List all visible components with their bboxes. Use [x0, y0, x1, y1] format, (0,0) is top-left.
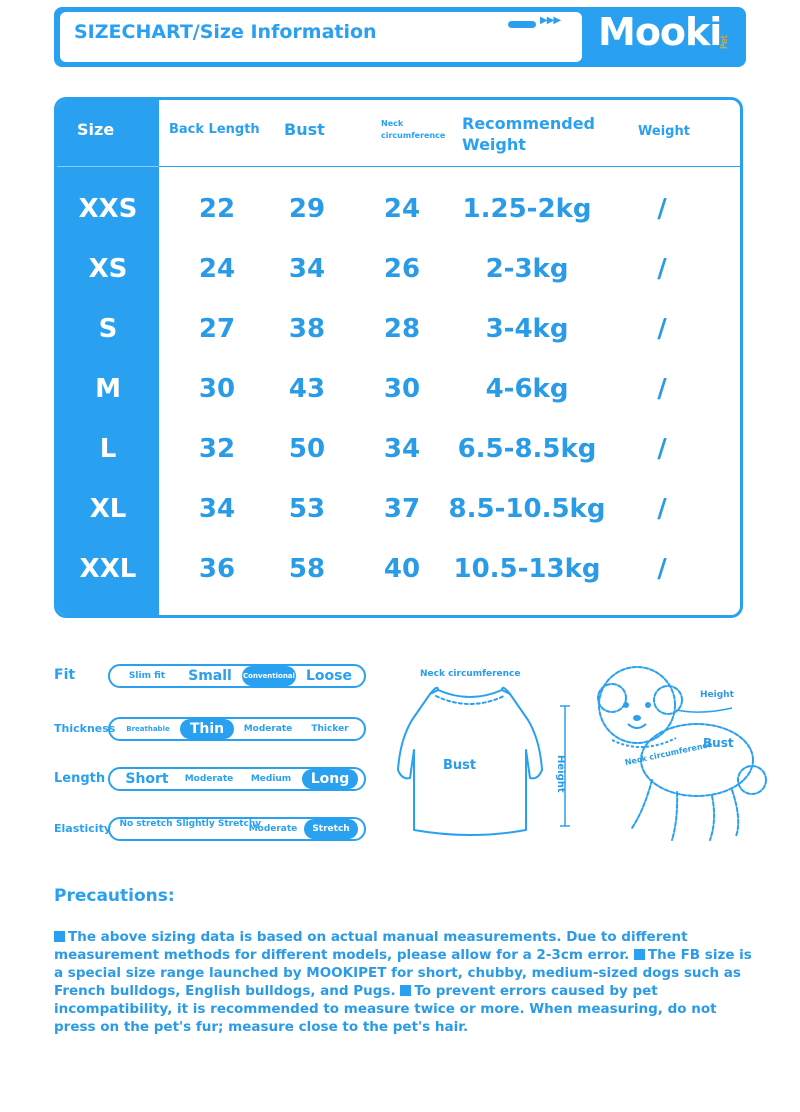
back-cell: 32 — [198, 434, 236, 464]
rec-cell: 2-3kg — [485, 254, 569, 284]
size-cell: XL — [89, 494, 127, 524]
weight-cell: / — [657, 434, 667, 464]
bust-cell: 53 — [288, 494, 326, 524]
precaution-item: To prevent errors caused by pet incompatibility, it is recommended to measure twice or more. When measuring, do not press on the pet's fur; measure close to the pet's hair. — [54, 983, 717, 1035]
header-size: Size — [77, 120, 115, 139]
fit-scale — [108, 664, 366, 688]
neck-cell: 30 — [383, 374, 421, 404]
size-cell: M — [95, 374, 121, 404]
thickness-option-thin: Thin — [180, 719, 234, 739]
elasticity-option-no-stretch: No stretch — [119, 819, 173, 829]
header-weight: Weight — [638, 124, 690, 139]
rec-cell: 4-6kg — [485, 374, 569, 404]
header-recommended-weight: Recommended Weight — [462, 114, 595, 154]
header-bust: Bust — [284, 120, 325, 139]
neck-circumference-label: Neck circumference — [420, 669, 521, 679]
back-cell: 22 — [198, 194, 236, 224]
dog-height-label: Height — [700, 690, 734, 700]
size-column — [57, 100, 159, 618]
rec-cell: 3-4kg — [485, 314, 569, 344]
thickness-option-breathable: Breathable — [126, 725, 170, 733]
weight-cell: / — [657, 314, 667, 344]
bust-cell: 38 — [288, 314, 326, 344]
thickness-option-moderate: Moderate — [243, 724, 293, 734]
weight-cell: / — [657, 194, 667, 224]
neck-cell: 40 — [383, 554, 421, 584]
rec-cell: 1.25-2kg — [462, 194, 592, 224]
neck-cell: 34 — [383, 434, 421, 464]
back-cell: 34 — [198, 494, 236, 524]
neck-cell: 26 — [383, 254, 421, 284]
neck-cell: 24 — [383, 194, 421, 224]
fit-option-slim: Slim fit — [128, 671, 166, 681]
brand-logo-sub: Pet — [720, 34, 731, 50]
bust-cell: 43 — [288, 374, 326, 404]
fit-label: Fit — [54, 667, 76, 683]
weight-cell: / — [657, 374, 667, 404]
elasticity-option-stretch: Stretch — [304, 819, 358, 839]
size-cell: XS — [88, 254, 128, 284]
neck-cell: 28 — [383, 314, 421, 344]
bullet-square-icon — [54, 931, 65, 942]
dog-neck-label: Neck circumference — [624, 739, 714, 768]
size-cell: S — [98, 314, 118, 344]
fit-option-conventional: Conventional — [242, 666, 296, 686]
length-option-long: Long — [302, 769, 358, 789]
precautions-title: Precautions: — [54, 886, 175, 906]
size-table — [54, 97, 743, 618]
size-cell: L — [99, 434, 117, 464]
weight-cell: / — [657, 254, 667, 284]
bullet-square-icon — [634, 949, 645, 960]
brand-logo: Mooki — [598, 10, 722, 54]
decorative-bar — [508, 21, 536, 28]
bullet-square-icon — [400, 985, 411, 996]
bust-label: Bust — [443, 758, 477, 773]
back-cell: 30 — [198, 374, 236, 404]
bust-cell: 29 — [288, 194, 326, 224]
length-label: Length — [54, 771, 106, 786]
size-cell: XXL — [79, 554, 137, 584]
divider — [57, 166, 159, 167]
length-option-short: Short — [125, 771, 169, 787]
arrows-icon: ▶▶▶ — [540, 15, 561, 26]
rec-cell: 6.5-8.5kg — [457, 434, 597, 464]
thickness-option-thicker: Thicker — [311, 724, 349, 734]
elasticity-option-moderate: Moderate — [248, 824, 298, 834]
size-cell: XXS — [78, 194, 138, 224]
fit-option-loose: Loose — [306, 668, 352, 684]
rec-cell: 8.5-10.5kg — [448, 494, 606, 524]
weight-cell: / — [657, 494, 667, 524]
length-scale — [108, 767, 366, 791]
length-option-medium: Medium — [250, 774, 292, 784]
header-banner — [54, 7, 746, 67]
header-divider — [159, 166, 741, 167]
thickness-label: Thickness — [54, 722, 116, 735]
header-title-box — [60, 12, 582, 62]
header-back-length: Back Length — [169, 122, 260, 137]
height-label: Height — [555, 755, 566, 793]
length-option-moderate: Moderate — [184, 774, 234, 784]
precautions-text — [54, 928, 754, 1036]
rec-cell: 10.5-13kg — [453, 554, 601, 584]
thickness-scale — [108, 717, 366, 741]
precaution-item: The above sizing data is based on actual manual measurements. Due to different measurement methods for different models, please allow for a 2-3cm error. — [54, 929, 688, 963]
precaution-item: The FB size is a special size range launched by MOOKIPET for short, chubby, medium-sized dogs such as French bulldogs, English bulldogs, and Pugs. — [54, 947, 752, 999]
fit-option-small: Small — [188, 668, 232, 684]
dog-illustration — [592, 660, 784, 850]
elasticity-option-slightly: Slightly Stretchy — [176, 819, 262, 829]
bust-cell: 34 — [288, 254, 326, 284]
back-cell: 24 — [198, 254, 236, 284]
elasticity-label: Elasticity — [54, 822, 112, 835]
weight-cell: / — [657, 554, 667, 584]
back-cell: 27 — [198, 314, 236, 344]
back-cell: 36 — [198, 554, 236, 584]
garment-diagram — [380, 660, 590, 845]
elasticity-scale — [108, 817, 366, 841]
dog-bust-label: Bust — [703, 736, 734, 750]
header-neck: Neck circumference — [381, 119, 446, 140]
bust-cell: 50 — [288, 434, 326, 464]
bust-cell: 58 — [288, 554, 326, 584]
neck-cell: 37 — [383, 494, 421, 524]
page-title: SIZECHART/Size Information — [74, 21, 377, 43]
